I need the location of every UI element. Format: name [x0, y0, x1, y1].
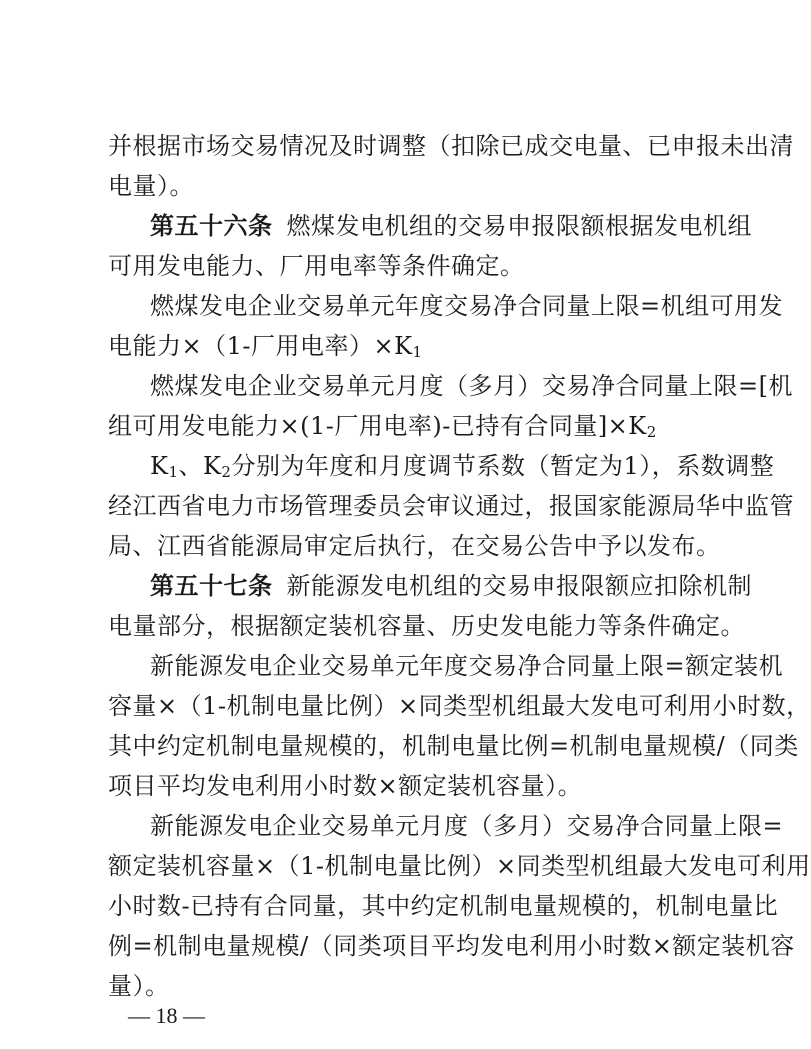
- coefficient-line: [150, 451, 775, 481]
- text-line: 局、江西省能源局审定后执行，在交易公告中予以发布。: [108, 532, 721, 560]
- formula-line: [108, 411, 698, 441]
- text-line: 新能源发电企业交易单元月度（多月）交易净合同量上限=: [150, 812, 784, 840]
- text-line: 其中约定机制电量规模的，机制电量比例=机制电量规模/（同类: [108, 732, 799, 760]
- page-number: — 18 —: [128, 1003, 205, 1028]
- text-line: 电量）。: [108, 172, 194, 200]
- text-line: 小时数-已持有合同量，其中约定机制电量规模的，机制电量比: [108, 892, 779, 920]
- coefficient-text: 分别为年度和月度调节系数（暂定为1），系数调整: [231, 452, 775, 480]
- formula-text: 电能力×（1-厂用电率）×K: [108, 332, 413, 360]
- text-line: 容量×（1-机制电量比例）×同类型机组最大发电可利用小时数，: [108, 692, 811, 720]
- text-line: 燃煤发电企业交易单元月度（多月）交易净合同量上限=[机: [150, 372, 793, 400]
- text-line: 燃煤发电企业交易单元年度交易净合同量上限=机组可用发: [150, 292, 784, 320]
- article-56-text: 燃煤发电机组的交易申报限额根据发电机组: [286, 212, 752, 240]
- k-symbol: K: [150, 452, 169, 480]
- text-line: 可用发电能力、厂用电率等条件确定。: [108, 252, 525, 280]
- article-56-title: 第五十六条: [150, 211, 273, 240]
- text-line: 电量部分，根据额定装机容量、历史发电能力等条件确定。: [108, 612, 745, 640]
- text-line: 项目平均发电利用小时数×额定装机容量）。: [108, 772, 583, 800]
- text-line: 例=机制电量规模/（同类项目平均发电利用小时数×额定装机容: [108, 932, 795, 960]
- text-line: 额定装机容量×（1-机制电量比例）×同类型机组最大发电可利用: [108, 852, 811, 880]
- formula-text: 组可用发电能力×(1-厂用电率)-已持有合同量]×K: [108, 412, 647, 440]
- article-56-line: [150, 211, 752, 241]
- article-57-title: 第五十七条: [150, 571, 273, 600]
- formula-line: [108, 331, 698, 361]
- text-line: 新能源发电企业交易单元年度交易净合同量上限=额定装机: [150, 652, 784, 680]
- subscript: 1: [168, 463, 179, 481]
- subscript: 1: [412, 343, 423, 361]
- article-57-line: [150, 571, 752, 601]
- subscript: 2: [646, 423, 657, 441]
- article-57-text: 新能源发电机组的交易申报限额应扣除机制: [286, 572, 752, 600]
- subscript: 2: [221, 463, 232, 481]
- text-line: 量）。: [108, 972, 170, 1000]
- text-line: 并根据市场交易情况及时调整（扣除已成交电量、已申报未出清: [108, 132, 794, 160]
- separator: 、K: [178, 452, 222, 480]
- text-line: 经江西省电力市场管理委员会审议通过，报国家能源局华中监管: [108, 492, 794, 520]
